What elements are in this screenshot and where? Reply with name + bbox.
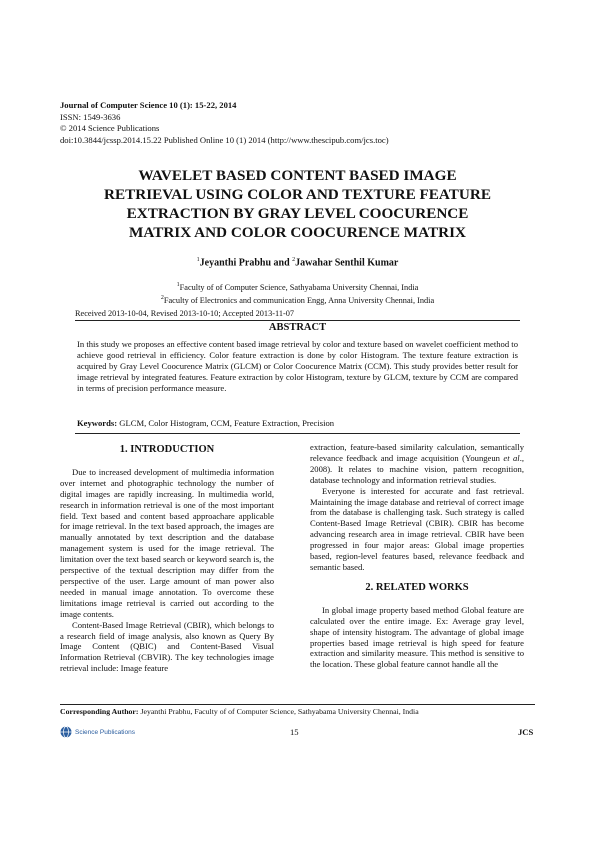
keywords xyxy=(77,418,518,428)
abstract-top-rule xyxy=(75,320,520,321)
title-line: RETRIEVAL USING COLOR AND TEXTURE FEATURE xyxy=(104,186,491,203)
title-line: WAVELET BASED CONTENT BASED IMAGE xyxy=(138,167,457,184)
body-paragraph: Content-Based Image Retrieval (CBIR), which belongs to a research field of image analysis, also known as Query By Image Content (QBIC) and Content-Based Visual Information Retrieval (CBVIR). The key technologies image retrieval include: Image feature xyxy=(60,619,274,674)
section-heading: 1. INTRODUCTION xyxy=(119,444,215,455)
page-number: 15 xyxy=(290,727,299,737)
author-name: Jawahar Senthil Kumar xyxy=(295,257,399,269)
copyright: © 2014 Science Publications xyxy=(60,123,160,133)
text-span: ., 2008). It relates to machine vision, pattern recognition, database technology and information retrieval studies. xyxy=(310,452,524,485)
affiliation-superscript: 1 xyxy=(176,282,180,288)
received-dates: Received 2013-10-04, Revised 2013-10-10; Accepted 2013-11-07 xyxy=(75,309,295,318)
footer-rule xyxy=(60,704,535,705)
journal-header xyxy=(60,100,389,146)
abstract-heading: ABSTRACT xyxy=(268,322,327,333)
keywords-rule xyxy=(75,433,520,434)
paper-title xyxy=(60,166,535,242)
issn: ISSN: 1549-3636 xyxy=(60,111,121,122)
affiliation xyxy=(60,293,535,306)
right-column xyxy=(310,442,524,670)
body-paragraph: In global image property based method Global feature are calculated over the entire image. Ex: Average gray level, shape of intensity histogram. The advantage of global image properties based image retrieval is high speed for feature extraction and similarity measure. This method is sensitive to the location. These global feature cannot handle all the xyxy=(310,604,524,670)
text-span: extraction, feature-based similarity calculation, semantically relevance feedback and image acquisition (Youngeun xyxy=(310,442,524,463)
section-heading: 2. RELATED WORKS xyxy=(365,581,469,593)
affiliations xyxy=(60,280,535,306)
affiliation-superscript: 2 xyxy=(160,294,164,301)
affiliation-text: Faculty of Electronics and communication Engg, Anna University Chennai, India xyxy=(163,295,435,305)
italic-text: et al xyxy=(503,452,520,463)
left-column xyxy=(60,442,274,674)
title-line: EXTRACTION BY GRAY LEVEL COOCURENCE xyxy=(126,205,469,222)
body-paragraph: Everyone is interested for accurate and fast retrieval. Maintaining the image database and retrieval of correct image from the database is challenging task. Such strategy is called Content-Based Image Retrieval (CBIR). CBIR has become advancing research area in image retrieval. CBIR have been progressed in four major areas: Global image properties based, region-level features based, relevance feedback and semantic based. xyxy=(310,485,524,572)
corresponding-text: Jeyanthi Prabhu, Faculty of of Computer Science, Sathyabama University Chennai, India xyxy=(138,707,419,716)
logo-text: Science Publications xyxy=(75,728,135,736)
author-superscript: 2 xyxy=(292,257,296,263)
abstract-text: In this study we proposes an effective content based image retrieval by color and texture based on wavelet coefficient method to achieve good retrieval in efficiency. Color feature extraction is done by color Histogram. The texture feature extraction is acquired by Gray Level Coocurence Matrix (GLCM) or Color Coocurence Matrix (CCM). This study provides better result for image retrieval by integrated features. Feature extraction by color Histogram, texture by GLCM, texture by CCM are compared in terms of precision performance measure. xyxy=(77,339,518,393)
affiliation-text: Faculty of of Computer Science, Sathyabama University Chennai, India xyxy=(179,282,419,292)
corresponding-label: Corresponding Author: xyxy=(60,707,139,716)
journal-citation: Journal of Computer Science 10 (1): 15-22, 2014 xyxy=(60,100,237,110)
keywords-text: GLCM, Color Histogram, CCM, Feature Extraction, Precision xyxy=(117,418,335,428)
body-paragraph: Due to increased development of multimedia information over internet and photographic technology the number of digital images are rapidly increasing. In multimedia world, research in information retrieval is one of the most important field. Text based and content based approachare applicable for image retrieval. In the text based approach, the images are manually annotated by text description and the database management system is used for the image retrieval. The limitation over the text based search or keyword search is, the perspective of the textual description may differ from the perspective of the user. Large amount of man power also needed in manual image annotation. To overcome these limitations image retrieval is carried out according to the image contents. xyxy=(60,466,274,619)
author-name: Jeyanthi Prabhu and xyxy=(199,257,293,269)
title-line: MATRIX AND COLOR COOCURENCE MATRIX xyxy=(129,224,466,241)
affiliation xyxy=(60,280,535,293)
publisher-logo xyxy=(60,725,135,739)
authors xyxy=(60,257,535,268)
keywords-label: Keywords: xyxy=(77,418,118,428)
globe-icon xyxy=(60,726,72,738)
journal-abbreviation: JCS xyxy=(518,727,534,737)
author-superscript: 1 xyxy=(196,257,200,263)
corresponding-author xyxy=(60,707,419,716)
doi: doi:10.3844/jcssp.2014.15.22 Published Online 10 (1) 2014 (http://www.thescipub.com/jcs.toc) xyxy=(60,134,389,145)
body-paragraph xyxy=(310,442,524,486)
